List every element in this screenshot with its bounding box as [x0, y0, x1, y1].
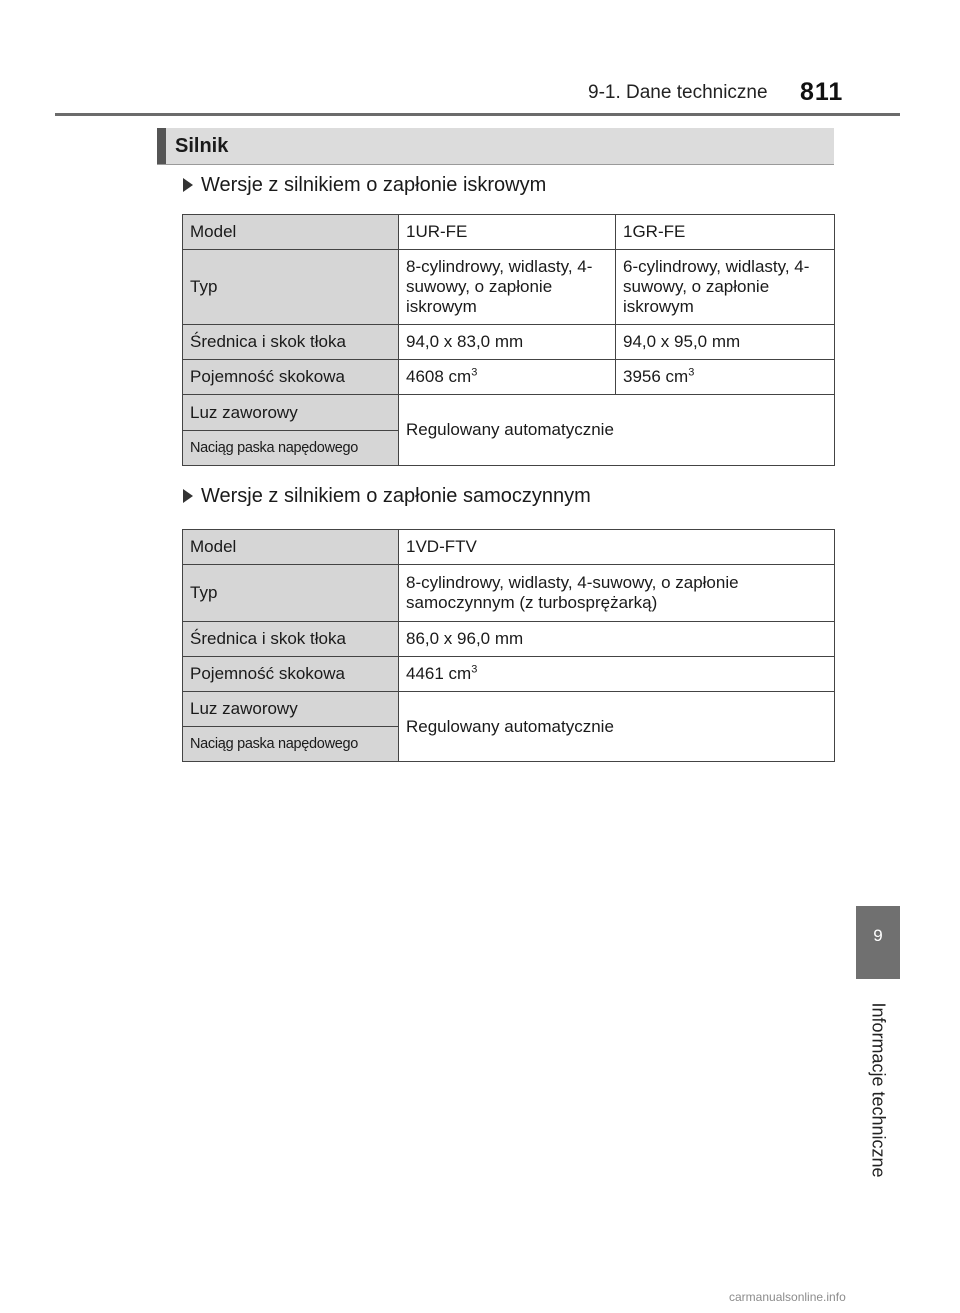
table-row: [183, 530, 835, 565]
table-row: [183, 395, 835, 431]
displacement-value: 4461 cm: [406, 664, 472, 683]
diesel-spec-table: [182, 529, 835, 762]
table-row: [183, 565, 835, 622]
table-row: [183, 215, 835, 250]
unit-exponent: 3: [688, 366, 695, 379]
chapter-tab: [856, 906, 900, 979]
gasoline-spec-table: [182, 214, 835, 466]
table-row: [183, 360, 835, 395]
row-label-type: Typ: [183, 250, 399, 325]
cell-1ur-bore: 94,0 x 83,0 mm: [399, 325, 616, 360]
page-number: 811: [800, 78, 844, 106]
cell-valve-belt-value: Regulowany automatycznie: [399, 692, 835, 762]
cell-1ur-type: 8-cylindrowy, widlasty, 4-suwowy, o zapłonie iskrowym: [399, 250, 616, 325]
cell-1vd-type: 8-cylindrowy, widlasty, 4-suwowy, o zapłonie samoczynnym (z turbosprężarką): [399, 565, 835, 622]
cell-1gr-type: 6-cylindrowy, widlasty, 4-suwowy, o zapłonie iskrowym: [616, 250, 835, 325]
row-label-belt-tension: Naciąg paska napędowego: [183, 727, 399, 762]
row-label-model: Model: [183, 530, 399, 565]
gasoline-heading: [183, 174, 546, 197]
cell-1ur-displacement: [399, 360, 616, 395]
chapter-number: 9: [873, 926, 883, 945]
row-label-displacement: Pojemność skokowa: [183, 360, 399, 395]
displacement-value: 4608 cm: [406, 367, 472, 386]
diesel-heading-text: Wersje z silnikiem o zapłonie samoczynnym: [201, 485, 591, 507]
cell-1gr-displacement: [616, 360, 835, 395]
diesel-heading: [183, 485, 591, 508]
triangle-bullet-icon: [183, 489, 193, 503]
row-label-belt-tension: Naciąg paska napędowego: [183, 431, 399, 466]
triangle-bullet-icon: [183, 178, 193, 192]
table-row: [183, 250, 835, 325]
row-label-valve-clearance: Luz zaworowy: [183, 692, 399, 727]
displacement-value: 3956 cm: [623, 367, 689, 386]
row-label-displacement: Pojemność skokowa: [183, 657, 399, 692]
chapter-label: Informacje techniczne: [868, 1002, 889, 1178]
gasoline-heading-text: Wersje z silnikiem o zapłonie iskrowym: [201, 174, 547, 196]
cell-1gr-bore: 94,0 x 95,0 mm: [616, 325, 835, 360]
watermark: carmanualsonline.info: [729, 1290, 846, 1304]
cell-1vd-bore: 86,0 x 96,0 mm: [399, 622, 835, 657]
row-label-bore: Średnica i skok tłoka: [183, 325, 399, 360]
section-title-accent: [157, 128, 166, 164]
row-label-type: Typ: [183, 565, 399, 622]
header-section-title: 9-1. Dane techniczne: [588, 82, 768, 103]
section-title-bar: [157, 128, 834, 165]
section-title: Silnik: [175, 135, 229, 157]
row-label-valve-clearance: Luz zaworowy: [183, 395, 399, 431]
table-row: [183, 622, 835, 657]
table-row: [183, 657, 835, 692]
row-label-bore: Średnica i skok tłoka: [183, 622, 399, 657]
header-divider: [55, 113, 900, 116]
unit-exponent: 3: [471, 366, 478, 379]
row-label-model: Model: [183, 215, 399, 250]
cell-1gr-model: 1GR-FE: [616, 215, 835, 250]
cell-1vd-displacement: [399, 657, 835, 692]
table-row: [183, 325, 835, 360]
table-row: [183, 692, 835, 727]
unit-exponent: 3: [471, 663, 478, 676]
cell-1ur-model: 1UR-FE: [399, 215, 616, 250]
cell-1vd-model: 1VD-FTV: [399, 530, 835, 565]
cell-valve-belt-value: Regulowany automatycznie: [399, 395, 835, 466]
